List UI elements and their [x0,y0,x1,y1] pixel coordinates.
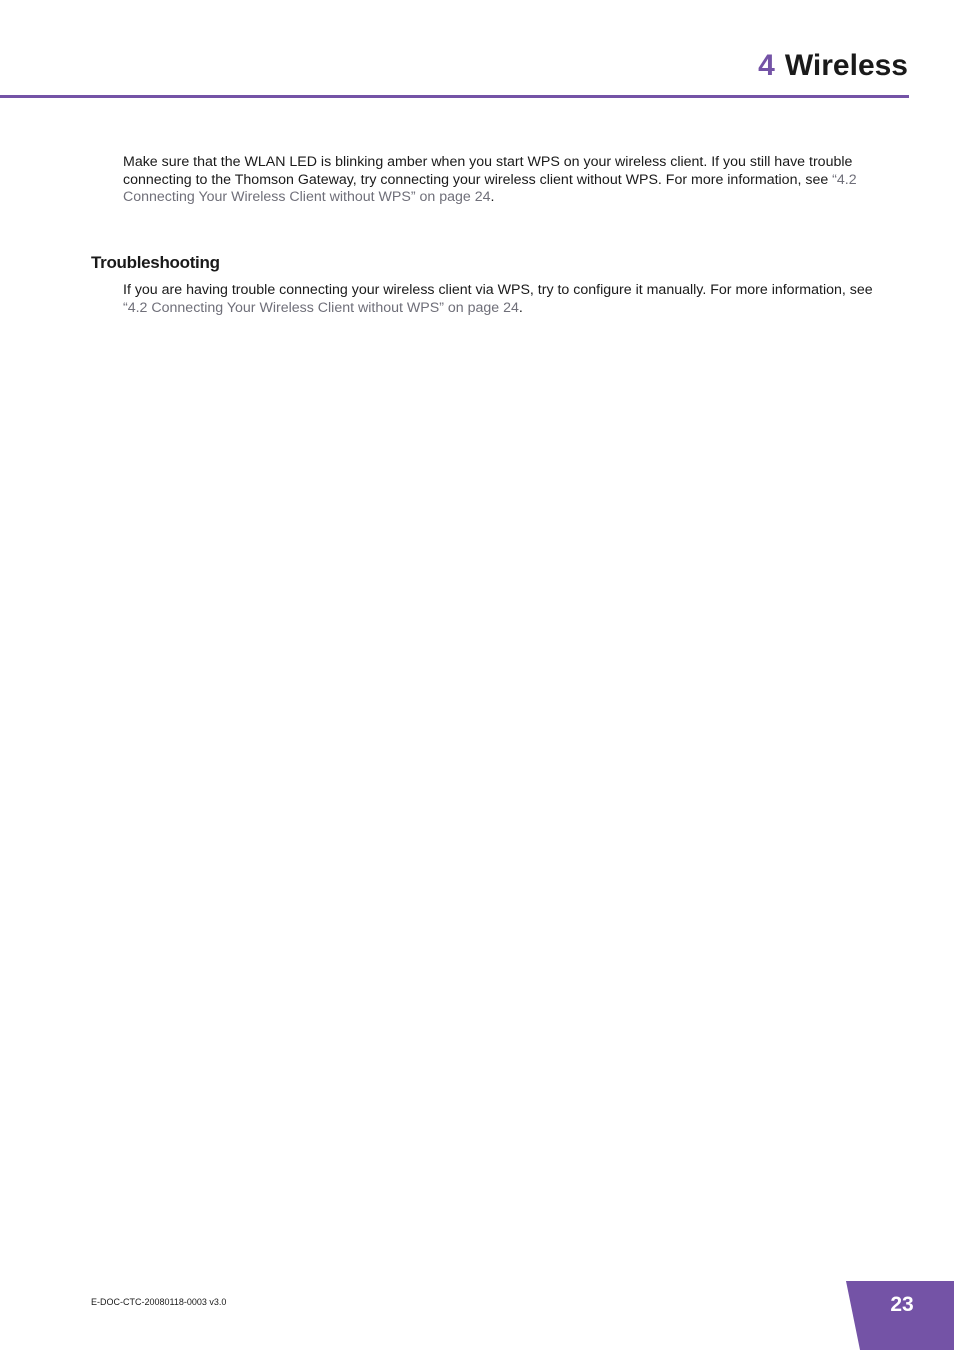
chapter-title [758,48,908,84]
paragraph-end: . [490,189,495,206]
cross-reference-link[interactable]: “4.2 Connecting Your Wireless Client without WPS” on page 24 [123,171,857,206]
paragraph-troubleshooting [123,282,883,317]
paragraph-end: . [518,299,523,316]
cross-reference-link[interactable]: “4.2 Connecting Your Wireless Client without WPS” on page 24 [123,299,519,316]
chapter-title-text: Wireless [784,49,908,82]
header-rule [0,95,909,98]
paragraph-text: Make sure that the WLAN LED is blinking amber when you start WPS on your wireless client. If you still have trouble connecting to the Thomson Gateway, try connecting your wireless client without WPS. For more information, see [123,154,853,188]
section-heading-troubleshooting: Troubleshooting [91,253,220,272]
paragraph-text: If you are having trouble connecting your wireless client via WPS, try to configure it manually. For more information, see [123,282,873,298]
page-number: 23 [890,1293,914,1316]
paragraph-wlan-led [123,154,883,207]
document-id: E-DOC-CTC-20080118-0003 v3.0 [91,1297,227,1307]
page-number-tab [846,1281,954,1350]
chapter-number: 4 [758,49,775,82]
